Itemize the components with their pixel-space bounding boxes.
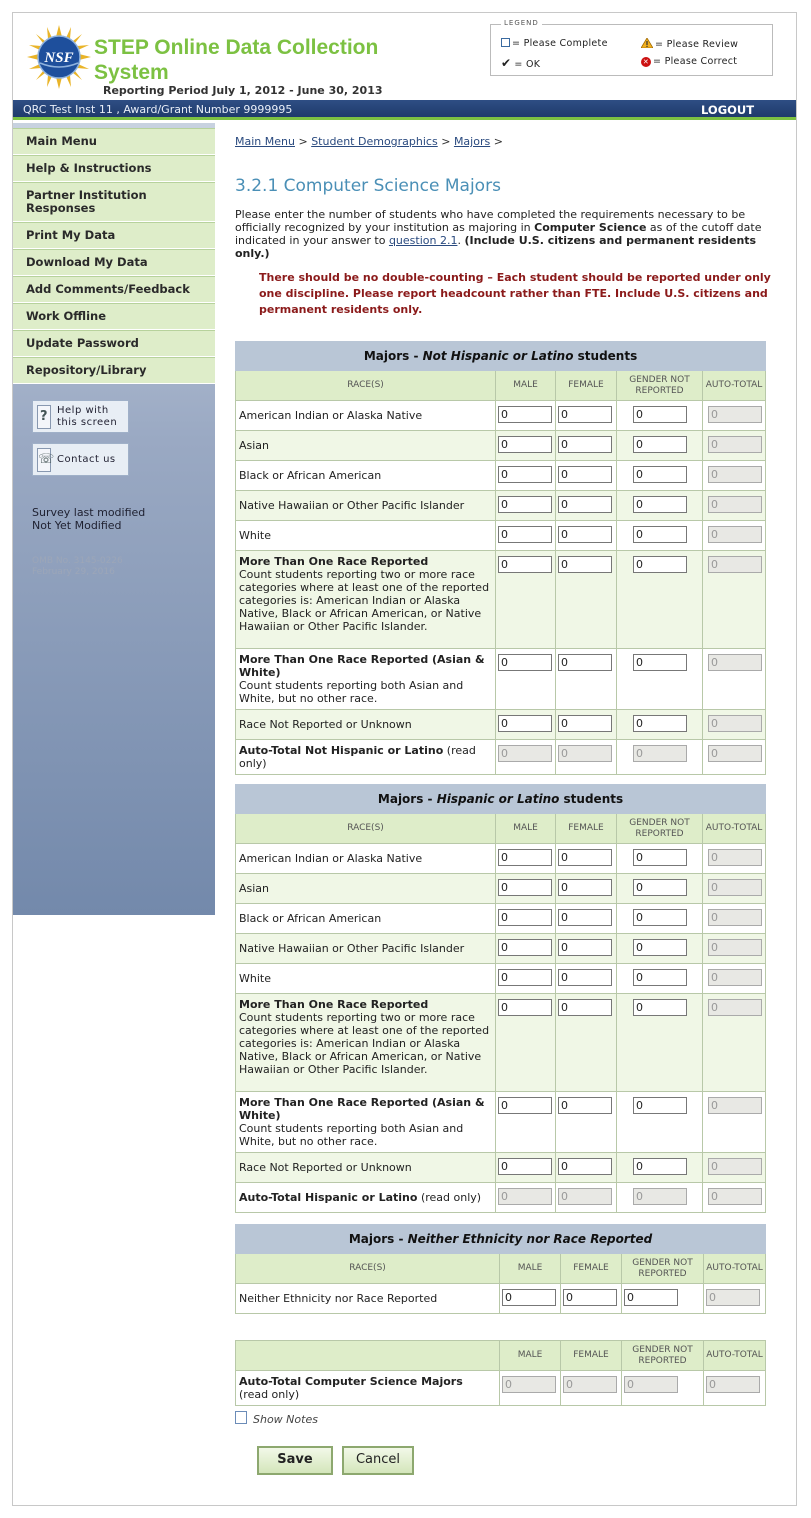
male-input[interactable] [498, 526, 552, 543]
warning-text: There should be no double-counting – Each student should be reported under only one discipline. Please report headcount rather than FTE. Include U.S. citizens and permanent residents only. [259, 271, 771, 316]
gender-not-reported-input[interactable] [633, 654, 687, 671]
intro-note: (Include U.S. citizens and permanent residents only.) [235, 234, 757, 260]
column-headers [236, 371, 766, 401]
auto-total-field [708, 466, 762, 483]
col-race: RACE(S) [236, 371, 496, 401]
male-input[interactable] [498, 436, 552, 453]
legend-correct-label: = Please Correct [653, 56, 738, 67]
male-input[interactable] [498, 909, 552, 926]
column-headers [236, 1254, 766, 1284]
auto-total-field [708, 1158, 762, 1175]
row-label: American Indian or Alaska Native [236, 844, 496, 874]
col-male: MALE [500, 1254, 561, 1284]
gender-not-reported-input[interactable] [633, 969, 687, 986]
auto-total-field [708, 654, 762, 671]
row-label: Black or African American [236, 461, 496, 491]
male-total-field [502, 1376, 556, 1393]
male-input[interactable] [498, 1158, 552, 1175]
table-neither [235, 1224, 766, 1314]
row-description: Count students reporting two or more race categories where at least one of the reported categories is: American Indian or Alaska Native, Black or African American, or Native Hawaiian or Other Pacific Islander. [239, 1011, 490, 1076]
female-input[interactable] [558, 849, 612, 866]
male-input[interactable] [498, 969, 552, 986]
contact-us-button[interactable] [32, 443, 129, 476]
column-headers [236, 814, 766, 844]
nav-partner-institution-responses[interactable]: Partner Institution Responses [13, 182, 215, 222]
table-row [236, 994, 766, 1092]
female-input[interactable] [558, 939, 612, 956]
gender-not-reported-total-field [624, 1376, 678, 1393]
gender-not-reported-input[interactable] [633, 556, 687, 573]
male-input[interactable] [502, 1289, 556, 1306]
female-input[interactable] [558, 496, 612, 513]
breadcrumb-majors[interactable]: Majors [453, 135, 491, 148]
logout-link[interactable]: LOGOUT [701, 103, 755, 117]
col-gender-not-reported: GENDER NOT REPORTED [622, 1341, 704, 1371]
gender-not-reported-input[interactable] [633, 879, 687, 896]
auto-total-field [706, 1376, 760, 1393]
show-notes-link[interactable] [235, 1411, 318, 1426]
survey-modified-label: Survey last modified [32, 506, 146, 519]
table-caption [236, 342, 766, 371]
caption-emphasis: Hispanic or Latino [436, 792, 560, 806]
read-only-note: (read only) [420, 1191, 482, 1204]
table-row [236, 649, 766, 710]
gender-not-reported-input[interactable] [633, 999, 687, 1016]
intro-discipline: Computer Science [534, 221, 647, 234]
breadcrumb-separator: > [441, 135, 451, 148]
col-gender-not-reported: GENDER NOT REPORTED [617, 371, 703, 401]
breadcrumb-separator: > [298, 135, 308, 148]
row-label [236, 551, 496, 649]
auto-total-field [708, 999, 762, 1016]
gender-not-reported-input[interactable] [633, 496, 687, 513]
col-gender-not-reported: GENDER NOT REPORTED [622, 1254, 704, 1284]
breadcrumb-main-menu[interactable]: Main Menu [235, 135, 295, 148]
save-button[interactable]: Save [257, 1446, 333, 1475]
nav-work-offline[interactable]: Work Offline [13, 303, 215, 330]
col-race: RACE(S) [236, 1254, 500, 1284]
auto-total-field [708, 849, 762, 866]
auto-total-field [708, 969, 762, 986]
read-only-note: (read only) [239, 1388, 300, 1401]
row-label [236, 994, 496, 1092]
table-row [236, 874, 766, 904]
row-label: Race Not Reported or Unknown [236, 1153, 496, 1183]
female-input[interactable] [558, 526, 612, 543]
nav-repository-library[interactable]: Repository/Library [13, 357, 215, 384]
male-input[interactable] [498, 879, 552, 896]
legend-correct [641, 56, 737, 67]
male-total-field [498, 745, 552, 762]
intro-part2: as of the cutoff date indicated in your answer to [235, 221, 762, 247]
legend-complete [501, 38, 608, 49]
row-label: White [236, 521, 496, 551]
col-gender-not-reported: GENDER NOT REPORTED [617, 814, 703, 844]
breadcrumb-separator: > [493, 135, 503, 148]
table-row [236, 551, 766, 649]
nsf-logo [27, 25, 91, 89]
intro-part3: . [457, 234, 465, 247]
omb-number: OMB No. 3145-0226 [32, 556, 123, 566]
gender-not-reported-total-field [633, 745, 687, 762]
show-notes-label: Show Notes [253, 1413, 318, 1426]
read-only-note: (read only) [239, 744, 476, 770]
auto-total-field [708, 715, 762, 732]
row-label [236, 1092, 496, 1153]
auto-total-field [708, 496, 762, 513]
auto-total-field [708, 745, 762, 762]
table-row [236, 904, 766, 934]
app-title-line1: STEP Online Data Collection [94, 36, 379, 59]
gender-not-reported-total-field [633, 1188, 687, 1205]
total-row [236, 740, 766, 775]
table-row [236, 461, 766, 491]
table-row [236, 521, 766, 551]
table-row [236, 934, 766, 964]
table-row [236, 1092, 766, 1153]
column-headers [236, 1341, 766, 1371]
female-total-field [558, 1188, 612, 1205]
female-input[interactable] [558, 1097, 612, 1114]
row-description: Count students reporting two or more race categories where at least one of the reported categories is: American Indian or Alaska Native, Black or African American, or Native Hawaiian or Other Pacific Islander. [239, 568, 490, 633]
col-race: RACE(S) [236, 814, 496, 844]
female-input[interactable] [558, 406, 612, 423]
female-total-field [563, 1376, 617, 1393]
legend-ok-label: = OK [514, 59, 541, 70]
col-male: MALE [496, 371, 556, 401]
table-row [236, 964, 766, 994]
table-row [236, 844, 766, 874]
intro-part1: Please enter the number of students who have completed the requirements necessary to be officially recognized by your institution as majoring in [235, 208, 746, 234]
gender-not-reported-input[interactable] [633, 909, 687, 926]
auto-total-field [708, 556, 762, 573]
row-label [236, 1183, 496, 1213]
row-title: More Than One Race Reported [239, 998, 429, 1011]
male-input[interactable] [498, 1097, 552, 1114]
help-with-screen-button[interactable] [32, 400, 129, 433]
row-label: Asian [236, 431, 496, 461]
male-input[interactable] [498, 496, 552, 513]
gender-not-reported-input[interactable] [633, 849, 687, 866]
female-input[interactable] [558, 879, 612, 896]
gender-not-reported-input[interactable] [633, 1097, 687, 1114]
help-button-label: Help with this screen [57, 405, 118, 428]
auto-total-field [708, 1097, 762, 1114]
col-female: FEMALE [556, 371, 617, 401]
female-input[interactable] [558, 999, 612, 1016]
col-male: MALE [496, 814, 556, 844]
total-label: Auto-Total Computer Science Majors [239, 1375, 463, 1388]
nav-add-comments[interactable]: Add Comments/Feedback [13, 276, 215, 303]
caption-prefix: Majors - [348, 1232, 408, 1246]
female-input[interactable] [558, 556, 612, 573]
empty-square-icon [501, 38, 510, 47]
legend [490, 19, 773, 76]
caption-emphasis: Not Hispanic or Latino [422, 349, 574, 363]
female-input[interactable] [563, 1289, 617, 1306]
gender-not-reported-input[interactable] [633, 526, 687, 543]
checkmark-icon: ✔ [501, 56, 512, 70]
male-input[interactable] [498, 849, 552, 866]
male-input[interactable] [498, 939, 552, 956]
nav-print-my-data[interactable]: Print My Data [13, 222, 215, 249]
auto-total-field [708, 909, 762, 926]
auto-total-field [708, 879, 762, 896]
legend-review [641, 38, 738, 50]
caption-prefix: Majors - [363, 349, 423, 363]
breadcrumb-student-demographics[interactable]: Student Demographics [311, 135, 438, 148]
col-auto-total: AUTO-TOTAL [703, 371, 766, 401]
caption-prefix: Majors - [377, 792, 437, 806]
gender-not-reported-input[interactable] [633, 939, 687, 956]
col-female: FEMALE [561, 1341, 622, 1371]
gender-not-reported-input[interactable] [633, 1158, 687, 1175]
cancel-button[interactable]: Cancel [342, 1446, 414, 1475]
omb-date: February 29, 2016 [32, 567, 115, 577]
row-title: More Than One Race Reported (Asian & White) [239, 1096, 485, 1122]
survey-modified [32, 506, 145, 532]
error-icon: ✕ [642, 58, 650, 66]
total-row [236, 1183, 766, 1213]
row-label: Native Hawaiian or Other Pacific Islander [236, 934, 496, 964]
gender-not-reported-input[interactable] [633, 436, 687, 453]
omb-info [32, 556, 123, 578]
col-auto-total: AUTO-TOTAL [704, 1254, 766, 1284]
caption-suffix: students [559, 792, 624, 806]
reporting-period: Reporting Period July 1, 2012 - June 30, 2013 [103, 84, 383, 97]
nav-help-instructions[interactable]: Help & Instructions [13, 155, 215, 182]
female-input[interactable] [558, 909, 612, 926]
question-icon: ? [37, 405, 51, 429]
gender-not-reported-input[interactable] [633, 715, 687, 732]
institution-label: QRC Test Inst 11 , Award/Grant Number 9999995 [23, 103, 293, 116]
female-input[interactable] [558, 715, 612, 732]
table-caption [236, 1225, 766, 1254]
female-input[interactable] [558, 466, 612, 483]
male-input[interactable] [498, 466, 552, 483]
auto-total-field [708, 939, 762, 956]
male-total-field [498, 1188, 552, 1205]
male-input[interactable] [498, 556, 552, 573]
page-frame [12, 12, 797, 1506]
col-female: FEMALE [556, 814, 617, 844]
table-row [236, 491, 766, 521]
col-female: FEMALE [561, 1254, 622, 1284]
male-input[interactable] [498, 654, 552, 671]
table-row [236, 401, 766, 431]
female-total-field [558, 745, 612, 762]
table-grand-total [235, 1340, 766, 1406]
female-input[interactable] [558, 1158, 612, 1175]
app-title [94, 35, 378, 85]
question-link[interactable]: question 2.1 [388, 234, 458, 247]
contact-button-label: Contact us [57, 454, 116, 465]
female-input[interactable] [558, 969, 612, 986]
table-row [236, 1284, 766, 1314]
row-label: Race Not Reported or Unknown [236, 710, 496, 740]
intro-text [235, 208, 775, 260]
row-label: American Indian or Alaska Native [236, 401, 496, 431]
caption-emphasis: Neither Ethnicity nor Race Reported [407, 1232, 653, 1246]
col-auto-total: AUTO-TOTAL [703, 814, 766, 844]
survey-modified-value: Not Yet Modified [32, 519, 122, 532]
table-not-hispanic [235, 341, 766, 775]
col-blank [236, 1341, 500, 1371]
auto-total-field [708, 436, 762, 453]
auto-total-field [708, 526, 762, 543]
header [13, 13, 796, 99]
row-label [236, 649, 496, 710]
row-label: Neither Ethnicity nor Race Reported [236, 1284, 500, 1314]
notes-icon [235, 1411, 247, 1424]
total-label: Auto-Total Hispanic or Latino [239, 1191, 418, 1204]
table-row [236, 710, 766, 740]
row-title: More Than One Race Reported [239, 555, 429, 568]
auto-total-field [706, 1289, 760, 1306]
table-hispanic [235, 784, 766, 1213]
female-input[interactable] [558, 436, 612, 453]
row-label: White [236, 964, 496, 994]
legend-ok [501, 56, 540, 70]
top-bar [13, 100, 796, 120]
table-row [236, 1153, 766, 1183]
svg-text:NSF: NSF [44, 50, 74, 66]
col-male: MALE [500, 1341, 561, 1371]
phone-icon: ☏ [37, 448, 51, 472]
sidebar [13, 123, 215, 915]
male-input[interactable] [498, 715, 552, 732]
page-title: 3.2.1 Computer Science Majors [235, 176, 501, 196]
row-label [236, 1371, 500, 1406]
auto-total-field [708, 1188, 762, 1205]
caption-suffix: students [573, 349, 638, 363]
legend-title: LEGEND [501, 19, 542, 27]
warning-icon [641, 38, 653, 48]
auto-total-field [708, 406, 762, 423]
row-description: Count students reporting both Asian and White, but no other race. [239, 1122, 464, 1148]
total-row [236, 1371, 766, 1406]
row-label: Asian [236, 874, 496, 904]
male-input[interactable] [498, 406, 552, 423]
nav-update-password[interactable]: Update Password [13, 330, 215, 357]
male-input[interactable] [498, 999, 552, 1016]
row-label: Native Hawaiian or Other Pacific Islander [236, 491, 496, 521]
row-label: Black or African American [236, 904, 496, 934]
gender-not-reported-input[interactable] [633, 406, 687, 423]
legend-review-label: = Please Review [655, 39, 739, 50]
table-caption [236, 785, 766, 814]
female-input[interactable] [558, 654, 612, 671]
breadcrumb [235, 135, 503, 148]
gender-not-reported-input[interactable] [633, 466, 687, 483]
gender-not-reported-input[interactable] [624, 1289, 678, 1306]
col-auto-total: AUTO-TOTAL [704, 1341, 766, 1371]
row-title: More Than One Race Reported (Asian & White) [239, 653, 485, 679]
row-label [236, 740, 496, 775]
total-label: Auto-Total Not Hispanic or Latino [239, 744, 444, 757]
row-description: Count students reporting both Asian and White, but no other race. [239, 679, 464, 705]
table-row [236, 431, 766, 461]
nav-main-menu[interactable]: Main Menu [13, 128, 215, 155]
legend-complete-label: = Please Complete [512, 38, 608, 49]
app-title-line2: System [94, 61, 169, 84]
nav-download-my-data[interactable]: Download My Data [13, 249, 215, 276]
